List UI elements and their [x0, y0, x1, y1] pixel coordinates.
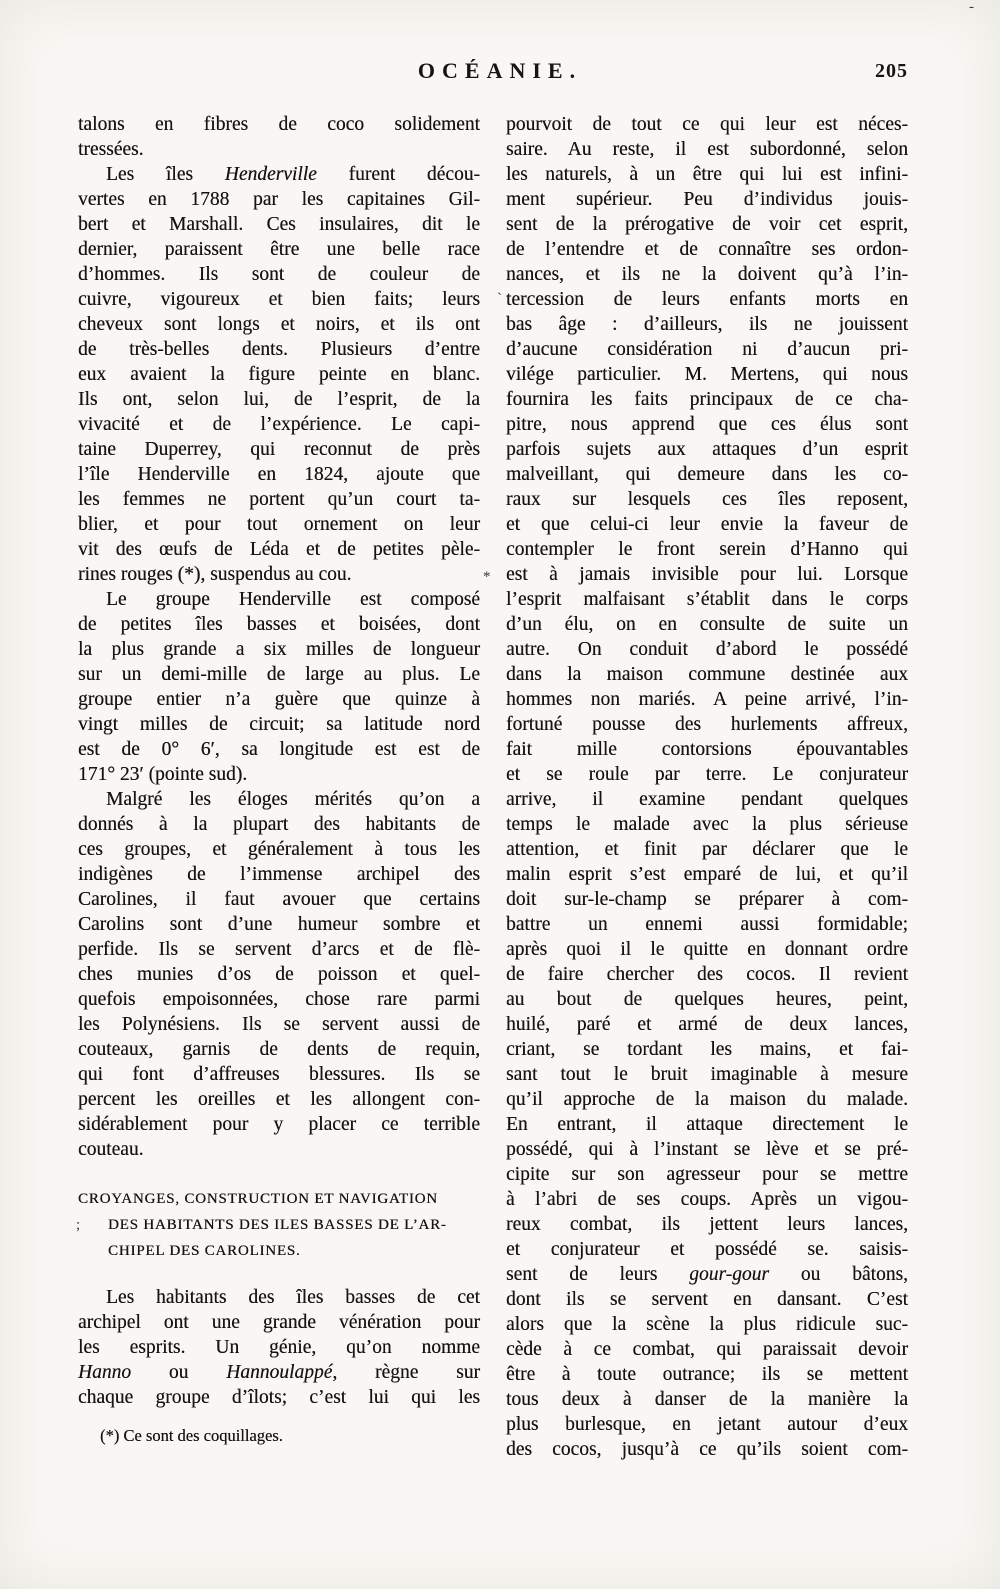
text-line: temps le malade avec la plus sérieuse [506, 814, 908, 835]
text-line: vivacité et de l’expérience. Le capi- [78, 414, 480, 435]
text-line: battre un ennemi aussi formidable; [506, 914, 908, 935]
paragraph [78, 112, 480, 162]
text-line: percent les oreilles et les allongent con- [78, 1089, 480, 1110]
text-line: dont ils se servent en dansant. C’est [506, 1289, 908, 1310]
text-line: ces groupes, et généralement à tous les [78, 839, 480, 860]
footnote [78, 1424, 480, 1448]
text-line: possédé, qui à l’instant se lève et se pré- [506, 1139, 908, 1160]
text-line: fournira les faits principaux de ce cha- [506, 389, 908, 410]
text-line: de l’entendre et de connaître ses ordon- [506, 239, 908, 260]
text-line: bas âge : d’ailleurs, ils ne jouissent [506, 314, 908, 335]
scan-speck: ` [497, 291, 502, 307]
text-line: perfide. Ils se servent d’arcs et de flè- [78, 939, 480, 960]
text-line: alors que la scène la plus ridicule suc- [506, 1314, 908, 1335]
text-line: dernier, paraissent être une belle race [78, 239, 480, 260]
text-line: saire. Au reste, il est subordonné, selon [506, 139, 908, 160]
text-line: fortuné pousse des hurlements affreux, [506, 714, 908, 735]
text-line: des cocos, jusqu’à ce qu’ils soient com- [506, 1439, 908, 1460]
text-line: à l’abri de ses coups. Après un vigou- [506, 1189, 908, 1210]
text-line: les femmes ne portent qu’un court ta- [78, 489, 480, 510]
text-line: malin esprit s’est emparé de lui, et qu’il [506, 864, 908, 885]
text-line: blier, et pour tout ornement on leur [78, 514, 480, 535]
text-line: de petites îles basses et boisées, dont [78, 614, 480, 635]
text-line: talons en fibres de coco solidement [78, 114, 480, 135]
text-line: indigènes de l’immense archipel des [78, 864, 480, 885]
text-line: huilé, paré et armé de deux lances, [506, 1014, 908, 1035]
text-line: eux avaient la figure peinte en blanc. [78, 364, 480, 385]
section-heading-line: CROYANGES, CONSTRUCTION ET NAVIGATION [78, 1191, 438, 1207]
text-line: tous deux à danser de la manière la [506, 1389, 908, 1410]
scan-speck: - [969, 0, 974, 15]
text-line: Hanno ou Hannoulappé, règne sur [78, 1362, 481, 1383]
text-line: les esprits. Un génie, qu’on nomme [78, 1337, 480, 1358]
text-line: couteau. [78, 1139, 144, 1160]
section-heading-line: DES HABITANTS DES ILES BASSES DE L’AR- [108, 1217, 447, 1233]
running-head [0, 58, 1000, 92]
text-line: Carolins sont d’une humeur sombre et [78, 914, 480, 935]
text-line: pourvoit de tout ce qui leur est néces- [506, 114, 908, 135]
text-line: sant tout le bruit imaginable à mesure [506, 1064, 908, 1085]
text-line: fait mille contorsions épouvantables [506, 739, 908, 760]
text-line: Le groupe Henderville est composé [106, 589, 480, 610]
text-line: vertes en 1788 par les capitaines Gil- [78, 189, 480, 210]
text-line: chaque groupe d’îlots; c’est lui qui les [78, 1387, 480, 1408]
text-line: criant, se tordant les mains, et fai- [506, 1039, 908, 1060]
text-line: quefois empoisonnées, chose rare parmi [78, 989, 480, 1010]
text-line: donnés à la plupart des habitants de [78, 814, 480, 835]
text-line: Les îles Henderville furent décou- [106, 164, 480, 185]
text-line: vingt milles de circuit; sa latitude nord [78, 714, 480, 735]
text-line: malveillant, qui demeure dans les co- [506, 464, 908, 485]
section-heading-line: CHIPEL DES CAROLINES. [108, 1243, 301, 1259]
text-line: doit sur-le-champ se préparer à com- [506, 889, 908, 910]
text-line: qui font d’affreuses blessures. Ils se [78, 1064, 480, 1085]
text-column-right [506, 112, 908, 1462]
paragraph [78, 1285, 480, 1410]
text-line: rines rouges (*), suspendus au cou. [78, 564, 352, 585]
text-line: cuivre, vigoureux et bien faits; leurs [78, 289, 480, 310]
text-line: ment supérieur. Peu d’individus jouis- [506, 189, 908, 210]
text-line: sent de leurs gour-gour ou bâtons, [506, 1264, 908, 1285]
text-line: tercession de leurs enfants morts en [506, 289, 908, 310]
scan-speck: ; [76, 1217, 81, 1233]
text-line: d’hommes. Ils sont de couleur de [78, 264, 480, 285]
text-line: plus burlesque, en jetant autour d’eux [506, 1414, 908, 1435]
text-line: sur un demi-mille de large au plus. Le [78, 664, 480, 685]
text-line: raux sur lesquels ces îles reposent, [506, 489, 908, 510]
text-line: couteaux, garnis de dents de requin, [78, 1039, 480, 1060]
text-line: attention, et finit par déclarer que le [506, 839, 908, 860]
text-line: la plus grande a six milles de longueur [78, 639, 480, 660]
text-line: de très-belles dents. Plusieurs d’entre [78, 339, 480, 360]
text-line: Malgré les éloges mérités qu’on a [106, 789, 480, 810]
text-line: taine Duperrey, qui reconnut de près [78, 439, 480, 460]
text-line: ches munies d’os de poisson et quel- [78, 964, 480, 985]
text-line: et conjurateur et possédé se. saisis- [506, 1239, 908, 1260]
page-title: OCÉANIE. [417, 58, 583, 83]
page-number: 205 [875, 60, 908, 82]
text-line: autre. On conduit d’abord le possédé [506, 639, 908, 660]
text-line: tressées. [78, 139, 144, 160]
text-line: cipite sur son agresseur pour se mettre [506, 1164, 908, 1185]
text-line: les naturels, à un être qui lui est infini- [506, 164, 908, 185]
text-line: 171° 23′ (pointe sud). [78, 764, 248, 785]
text-line: être à toute outrance; ils se mettent [506, 1364, 908, 1385]
text-line: est de 0° 6′, sa longitude est est de [78, 739, 480, 760]
text-line: l’esprit malfaisant s’établit dans le corps [506, 589, 908, 610]
text-line: Ils ont, selon lui, de l’esprit, de la [78, 389, 480, 410]
text-line: au bout de quelques heures, peint, [506, 989, 908, 1010]
text-line: vit des œufs de Léda et de petites pèle- [78, 539, 480, 560]
text-line: dans la maison commune destinée aux [506, 664, 908, 685]
text-line: En entrant, il attaque directement le [506, 1114, 908, 1135]
text-line: reux combat, ils jettent leurs lances, [506, 1214, 908, 1235]
text-line: cheveux sont longs et noirs, et ils ont [78, 314, 480, 335]
text-line: nances, et ils ne la doivent qu’à l’in- [506, 264, 908, 285]
footnote-line: (*) Ce sont des coquillages. [100, 1426, 283, 1445]
section-heading [78, 1186, 480, 1264]
text-line: est à jamais invisible pour lui. Lorsque [506, 564, 908, 585]
text-line: parfois sujets aux attaques d’un esprit [506, 439, 908, 460]
text-line: et que celui-ci leur envie la faveur de [506, 514, 908, 535]
text-line: l’île Henderville en 1824, ajoute que [78, 464, 480, 485]
paragraph [78, 787, 480, 1162]
text-line: Carolines, il faut avouer que certains [78, 889, 480, 910]
text-line: de faire chercher des cocos. Il revient [506, 964, 908, 985]
scan-speck: * [483, 569, 491, 585]
text-line: cède à ce combat, qui paraissait devoir [506, 1339, 908, 1360]
text-line: qu’il approche de la maison du malade. [506, 1089, 908, 1110]
text-line: bert et Marshall. Ces insulaires, dit le [78, 214, 480, 235]
text-line: les Polynésiens. Ils se servent aussi de [78, 1014, 480, 1035]
text-line: d’un élu, on en consulte de suite un [506, 614, 908, 635]
text-line: archipel ont une grande vénération pour [78, 1312, 480, 1333]
text-line: et se roule par terre. Le conjurateur [506, 764, 908, 785]
text-line: sent de la prérogative de voir cet esprit, [506, 214, 908, 235]
text-line: vilége particulier. M. Mertens, qui nous [506, 364, 908, 385]
paragraph [78, 162, 480, 587]
paragraph [78, 587, 480, 787]
text-column-left [78, 112, 480, 1448]
text-line: contempler le front serein d’Hanno qui [506, 539, 908, 560]
text-line: après quoi il le quitte en donnant ordre [506, 939, 908, 960]
text-line: d’aucune considération ni d’aucun pri- [506, 339, 908, 360]
text-line: groupe entier n’a guère que quinze à [78, 689, 480, 710]
paragraph [506, 112, 908, 1462]
text-line: hommes non mariés. A peine arrivé, l’in- [506, 689, 908, 710]
text-line: Les habitants des îles basses de cet [106, 1287, 480, 1308]
text-line: pitre, nous apprend que ces élus sont [506, 414, 908, 435]
text-line: sidérablement pour y placer ce terrible [78, 1114, 480, 1135]
text-line: arrive, il examine pendant quelques [506, 789, 908, 810]
